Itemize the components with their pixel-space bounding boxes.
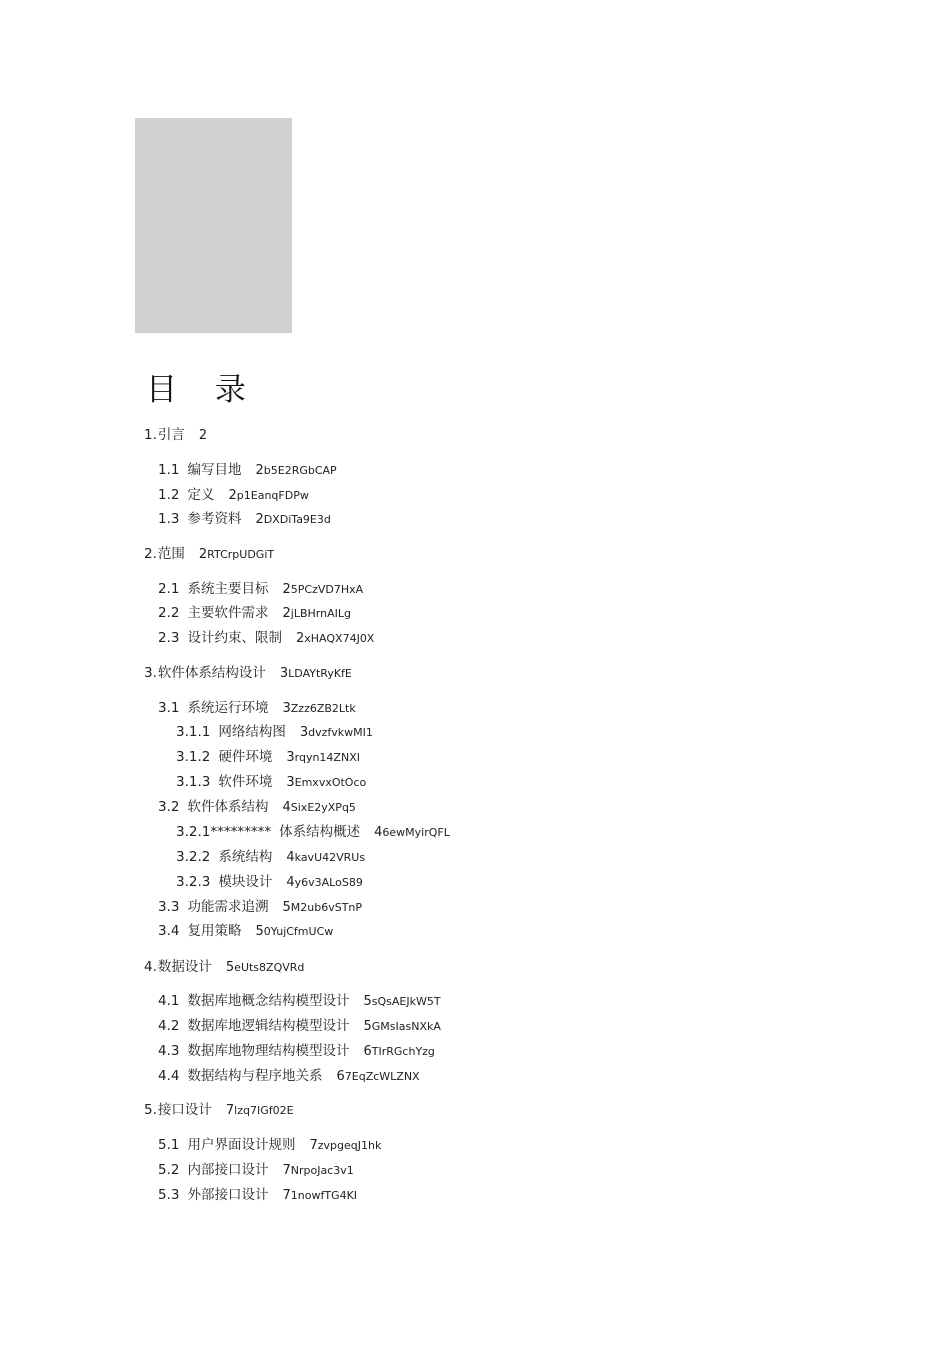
toc-page-number: 3: [279, 666, 289, 681]
toc-entry-code: LDAYtRyKfE: [288, 667, 352, 680]
toc-entry-page: [363, 994, 440, 1009]
toc-entry-title: 设计约束、限制: [187, 630, 282, 646]
toc-entry-title: 软件体系结构: [187, 799, 269, 815]
toc-entry-number: 5.: [144, 1102, 157, 1118]
toc-entry-page: [255, 924, 333, 939]
toc-heading: 目 录: [146, 372, 260, 408]
toc-entry-page: [282, 606, 350, 621]
toc-entry-page: [226, 960, 305, 975]
toc-entry-number: 3.1.1: [176, 724, 211, 740]
toc-entry-title: 数据库地逻辑结构模型设计: [187, 1018, 350, 1034]
toc-entry[interactable]: [144, 423, 207, 443]
toc-page-number: 4: [286, 875, 295, 890]
toc-entry-title: 模块设计: [218, 874, 273, 890]
toc-entry-code: b5E2RGbCAP: [263, 464, 337, 477]
toc-page-number: 4: [282, 800, 291, 815]
toc-entry-number: 3.2: [158, 799, 180, 815]
toc-entry-code: EmxvxOtOco: [294, 776, 367, 789]
toc-entry-page: [286, 750, 360, 765]
toc-entry-page: [282, 701, 355, 716]
toc-entry-page: [363, 1044, 434, 1059]
toc-page-number: 7: [309, 1138, 318, 1153]
toc-entry[interactable]: [158, 577, 363, 597]
toc-entry-title: 编写目地: [187, 462, 242, 478]
toc-entry-code: kavU42VRUs: [294, 851, 366, 864]
toc-entry-code: 0YujCfmUCw: [263, 925, 334, 938]
toc-entry-number: 4.1: [158, 993, 180, 1009]
toc-page-number: 5: [363, 1019, 372, 1034]
toc-entry[interactable]: [176, 820, 450, 840]
toc-entry-number: 2.1: [158, 581, 180, 597]
toc-page-number: 3: [286, 775, 295, 790]
toc-entry-number: 4.: [144, 959, 157, 975]
toc-entry[interactable]: [158, 1183, 357, 1203]
toc-entry-code: Zzz6ZB2Ltk: [290, 702, 356, 715]
toc-entry[interactable]: [158, 458, 337, 478]
toc-entry-page: [286, 775, 366, 790]
toc-entry-title: 外部接口设计: [187, 1187, 269, 1203]
toc-entry-title: 数据设计: [157, 959, 212, 975]
toc-page-number: 5: [363, 994, 372, 1009]
toc-page-number: 2: [228, 488, 237, 503]
toc-entry-page: [228, 488, 308, 503]
toc-entry-title: 范围: [157, 546, 185, 562]
toc-entry-page: [199, 547, 274, 562]
toc-entry-code: GMsIasNXkA: [371, 1020, 441, 1033]
toc-entry-number: 1.3: [158, 511, 180, 527]
toc-page-number: 2: [295, 631, 305, 646]
toc-page-number: 2: [282, 606, 291, 621]
toc-entry-page: [226, 1103, 294, 1118]
toc-entry[interactable]: [158, 696, 356, 716]
toc-entry[interactable]: [158, 626, 374, 646]
toc-entry[interactable]: [158, 1133, 381, 1153]
toc-entry[interactable]: [158, 1014, 441, 1034]
toc-page-number: 2: [198, 428, 208, 443]
toc-page-number: 5: [282, 900, 291, 915]
toc-entry-number: 3.1.3: [176, 774, 211, 790]
toc-entry-page: [296, 631, 374, 646]
toc-entry-page: [199, 428, 207, 443]
toc-entry-page: [309, 1138, 381, 1153]
toc-entry-code: M2ub6vSTnP: [290, 901, 363, 914]
toc-page-number: 3: [282, 701, 291, 716]
toc-entry[interactable]: [158, 919, 333, 939]
toc-page-number: 3: [299, 725, 309, 740]
toc-entry-code: 6ewMyirQFL: [382, 826, 450, 839]
toc-entry[interactable]: [144, 661, 352, 681]
toc-entry-page: [336, 1069, 419, 1084]
toc-entry-page: [374, 825, 450, 840]
toc-page-number: 6: [336, 1069, 345, 1084]
toc-entry-number: 2.: [144, 546, 157, 562]
toc-entry[interactable]: [158, 1158, 354, 1178]
toc-entry-number: 1.: [144, 427, 157, 443]
toc-entry-page: [282, 1188, 357, 1203]
toc-entry-title: 硬件环境: [218, 749, 273, 765]
toc-entry-code: y6v3ALoS89: [294, 876, 363, 889]
toc-entry-page: [286, 850, 365, 865]
toc-entry-code: p1EanqFDPw: [236, 489, 309, 502]
toc-entry-page: [255, 463, 336, 478]
toc-entry[interactable]: [158, 507, 331, 527]
toc-entry-title: 系统主要目标: [187, 581, 269, 597]
toc-entry-page: [300, 725, 373, 740]
toc-entry-number: 3.2.3: [176, 874, 211, 890]
toc-entry-page: [363, 1019, 440, 1034]
toc-entry[interactable]: [158, 601, 351, 621]
toc-entry[interactable]: [144, 542, 274, 562]
toc-page-number: 7: [282, 1163, 291, 1178]
toc-entry-title: 参考资料: [187, 511, 242, 527]
toc-page-number: 6: [363, 1044, 372, 1059]
toc-entry-title: 软件环境: [218, 774, 273, 790]
toc-entry-page: [282, 900, 362, 915]
toc-page-number: 4: [374, 825, 383, 840]
toc-entry-number: 4.3: [158, 1043, 180, 1059]
toc-entry[interactable]: [158, 795, 356, 815]
toc-entry[interactable]: [176, 870, 363, 890]
toc-entry-number: 5.2: [158, 1162, 180, 1178]
toc-entry-number: 3.2.2: [176, 849, 211, 865]
toc-entry-page: [280, 666, 352, 681]
toc-entry-number: 5.1: [158, 1137, 180, 1153]
toc-entry-title: 数据库地物理结构模型设计: [187, 1043, 350, 1059]
toc-entry[interactable]: [176, 720, 373, 740]
toc-entry-title: 用户界面设计规则: [187, 1137, 296, 1153]
toc-entry-number: 3.1.2: [176, 749, 211, 765]
toc-entry-code: rqyn14ZNXI: [294, 751, 360, 764]
toc-entry-number: 3.1: [158, 700, 180, 716]
toc-page-number: 7: [282, 1188, 291, 1203]
toc-entry-code: 5PCzVD7HxA: [290, 583, 364, 596]
toc-entry[interactable]: [158, 895, 362, 915]
toc-entry-title: 内部接口设计: [187, 1162, 269, 1178]
toc-entry-title: 系统运行环境: [187, 700, 269, 716]
toc-entry-code: NrpoJac3v1: [290, 1164, 354, 1177]
toc-entry-number: 3.: [144, 665, 157, 681]
toc-entry[interactable]: [144, 1098, 294, 1118]
toc-entry-number: 2.3: [158, 630, 180, 646]
toc-entry[interactable]: [158, 483, 309, 503]
toc-entry-page: [286, 875, 362, 890]
toc-entry-title: 接口设计: [157, 1102, 212, 1118]
toc-entry-number: 3.4: [158, 923, 180, 939]
toc-page-number: 5: [225, 960, 235, 975]
toc-entry-title: 主要软件需求: [187, 605, 269, 621]
toc-page-number: 7: [225, 1103, 235, 1118]
toc-entry[interactable]: [176, 845, 365, 865]
toc-entry-code: 1nowfTG4KI: [290, 1189, 358, 1202]
toc-entry-code: zvpgeqJ1hk: [317, 1139, 382, 1152]
toc-entry-code: xHAQX74J0X: [304, 632, 375, 645]
toc-entry-number: 3.2.1*********: [176, 824, 272, 840]
toc-entry-title: 引言: [157, 427, 185, 443]
toc-page-number: 5: [255, 924, 264, 939]
toc-entry-title: 软件体系结构设计: [157, 665, 266, 681]
toc-entry-code: lzq7IGf02E: [234, 1104, 294, 1117]
toc-page-number: 2: [198, 547, 208, 562]
toc-page-number: 2: [255, 463, 264, 478]
toc-entry[interactable]: [158, 1039, 435, 1059]
toc-entry-number: 2.2: [158, 605, 180, 621]
toc-entry-title: 数据库地概念结构模型设计: [187, 993, 350, 1009]
toc-entry-title: 复用策略: [187, 923, 242, 939]
toc-entry-code: sQsAEJkW5T: [371, 995, 441, 1008]
toc-entry-page: [282, 800, 355, 815]
toc-entry-title: 定义: [187, 487, 215, 503]
toc-entry-title: 数据结构与程序地关系: [187, 1068, 323, 1084]
toc-entry-code: eUts8ZQVRd: [234, 961, 305, 974]
toc-entry-code: 7EqZcWLZNX: [344, 1070, 420, 1083]
toc-entry-page: [282, 1163, 353, 1178]
toc-entry-number: 1.2: [158, 487, 180, 503]
toc-entry[interactable]: [158, 1064, 420, 1084]
toc-entry-code: DXDiTa9E3d: [263, 513, 331, 526]
toc-entry-title: 功能需求追溯: [187, 899, 269, 915]
toc-page-number: 2: [255, 512, 264, 527]
toc-entry-number: 4.2: [158, 1018, 180, 1034]
toc-entry-number: 1.1: [158, 462, 180, 478]
toc-page-number: 2: [282, 582, 291, 597]
toc-entry-number: 5.3: [158, 1187, 180, 1203]
toc-page-number: 4: [286, 850, 295, 865]
toc-entry[interactable]: [158, 989, 441, 1009]
toc-entry-number: 4.4: [158, 1068, 180, 1084]
toc-entry-code: RTCrpUDGiT: [207, 548, 275, 561]
toc-entry-code: SixE2yXPq5: [290, 801, 356, 814]
toc-entry-code: TIrRGchYzg: [371, 1045, 435, 1058]
toc-entry[interactable]: [144, 955, 304, 975]
toc-entry[interactable]: [176, 745, 360, 765]
toc-entry-page: [255, 512, 330, 527]
toc-entry-number: 3.3: [158, 899, 180, 915]
toc-entry-page: [282, 582, 363, 597]
toc-entry-title: 网络结构图: [218, 724, 286, 740]
toc-entry-title: 体系结构概述: [279, 824, 361, 840]
toc-entry-code: dvzfvkwMI1: [308, 726, 373, 739]
toc-entry-title: 系统结构: [218, 849, 273, 865]
toc-entry-code: jLBHrnAILg: [290, 607, 351, 620]
toc-page-number: 3: [286, 750, 295, 765]
toc-entry[interactable]: [176, 770, 366, 790]
